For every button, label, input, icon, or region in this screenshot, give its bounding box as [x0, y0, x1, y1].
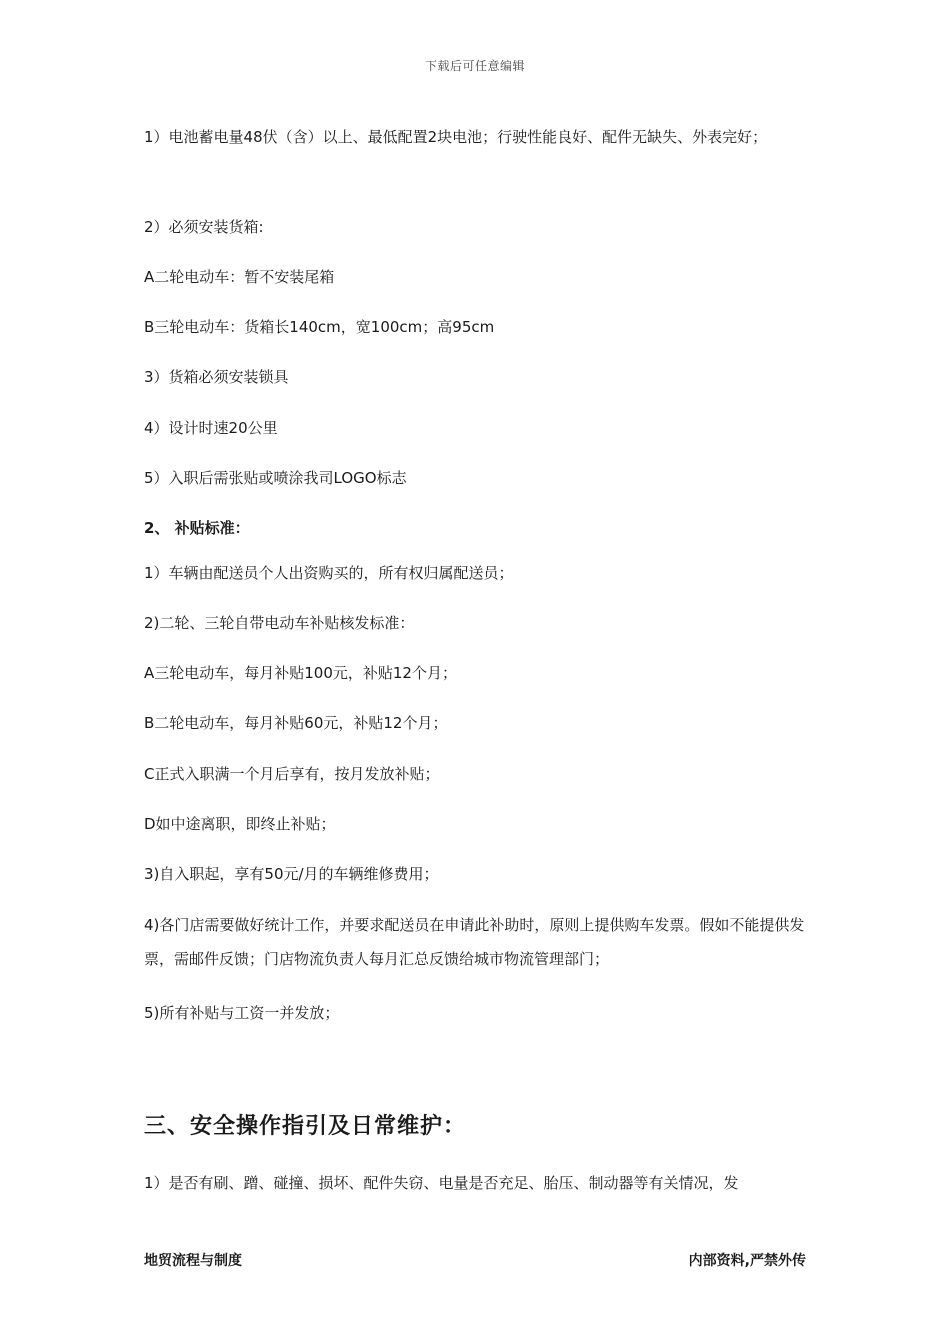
paragraph-three-wheel-subsidy: A三轮电动车，每月补贴100元，补贴12个月；	[144, 664, 457, 682]
paragraph-statistics: 4)各门店需要做好统计工作，并要求配送员在申请此补助时，原则上提供购车发票。假如不能提供发票，需邮件反馈；门店物流负责人每月汇总反馈给城市物流管理部门；	[144, 916, 805, 968]
paragraph-logo: 5）入职后需张贴或喷涂我司LOGO标志	[144, 469, 407, 487]
footer-left-title: 地贸流程与制度	[144, 1253, 242, 1269]
paragraph-safety-check: 1）是否有刷、蹭、碰撞、损坏、配件失窃、电量是否充足、胎压、制动器等有关情况，发	[144, 1174, 739, 1192]
section-heading-safety: 三、安全操作指引及日常维护：	[144, 1114, 467, 1139]
paragraph-monthly-payment: C正式入职满一个月后享有，按月发放补贴；	[144, 765, 440, 783]
paragraph-payment-with-salary: 5)所有补贴与工资一并发放；	[144, 1004, 340, 1022]
paragraph-two-wheel: A二轮电动车：暂不安装尾箱	[144, 268, 335, 286]
paragraph-battery: 1）电池蓄电量48伏（含）以上、最低配置2块电池；行驶性能良好、配件无缺失、外表完好；	[144, 128, 768, 146]
footer-right-notice: 内部资料,严禁外传	[688, 1253, 806, 1269]
paragraph-speed: 4）设计时速20公里	[144, 419, 278, 437]
paragraph-lock: 3）货箱必须安装锁具	[144, 368, 289, 386]
paragraph-subsidy-standard: 2)二轮、三轮自带电动车补贴核发标准：	[144, 614, 415, 632]
paragraph-resignation: D如中途离职，即终止补贴；	[144, 815, 336, 833]
paragraph-ownership: 1）车辆由配送员个人出资购买的，所有权归属配送员；	[144, 564, 514, 582]
paragraph-three-wheel: B三轮电动车：货箱长140cm，宽100cm；高95cm	[144, 318, 495, 336]
paragraph-maintenance-fee: 3)自入职起，享有50元/月的车辆维修费用；	[144, 865, 439, 883]
download-note: 下载后可任意编辑	[424, 59, 525, 73]
subsection-heading-subsidy: 2、 补贴标准：	[144, 519, 250, 537]
paragraph-cargo-box: 2）必须安装货箱:	[144, 218, 264, 236]
paragraph-two-wheel-subsidy: B二轮电动车，每月补贴60元，补贴12个月；	[144, 714, 448, 732]
